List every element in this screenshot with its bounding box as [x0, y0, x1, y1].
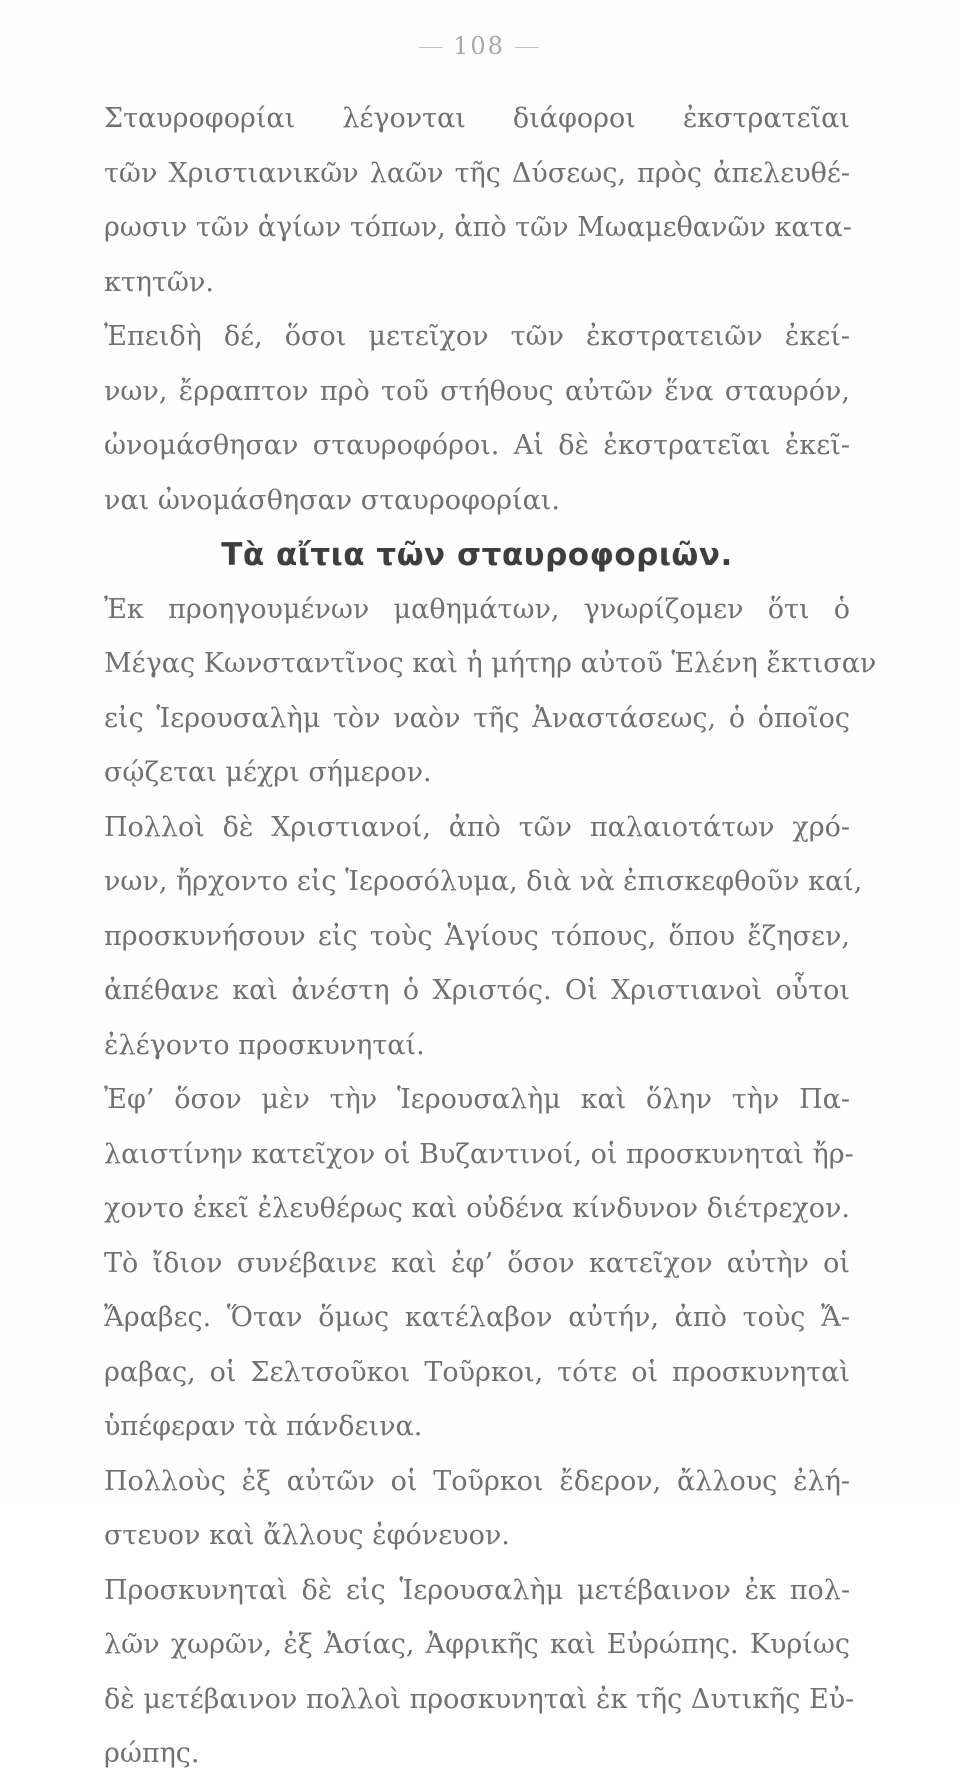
text-line: προσκυνήσουν εἰς τοὺς Ἁγίους τόπους, ὅπου ἔζησεν,: [104, 920, 850, 952]
text-line: νων, ἔρραπτον πρὸ τοῦ στήθους αὐτῶν ἕνα σταυρόν,: [104, 375, 850, 407]
text-line: ρωσιν τῶν ἁγίων τόπων, ἀπὸ τῶν Μωαμεθανῶν κατα-: [104, 212, 852, 243]
text-line: νων, ἤρχοντο εἰς Ἱεροσόλυμα, διὰ νὰ ἐπισκεφθοῦν καί,: [104, 866, 863, 897]
text-line: τῶν Χριστιανικῶν λαῶν τῆς Δύσεως, πρὸς ἀπελευθέ-: [104, 157, 850, 189]
text-line: Μέγας Κωνσταντῖνος καὶ ἡ μήτηρ αὐτοῦ Ἑλένη ἔκτισαν: [104, 648, 877, 679]
text-line: ρώπης.: [104, 1738, 200, 1769]
text-line: Ἐκ προηγουμένων μαθημάτων, γνωρίζομεν ὅτι ὁ: [104, 593, 850, 625]
text-line: λαιστίνην κατεῖχον οἱ Βυζαντινοί, οἱ προσκυνηταὶ ἤρ-: [104, 1138, 854, 1170]
body-text: [104, 92, 877, 1782]
text-line: ὠνομάσθησαν σταυροφόροι. Αἱ δὲ ἐκστρατεῖαι ἐκεῖ-: [104, 430, 850, 461]
text-line: ἀπέθανε καὶ ἀνέστη ὁ Χριστός. Οἱ Χριστιανοὶ οὗτοι: [104, 975, 850, 1006]
text-line: ἐλέγοντο προσκυνηταί.: [104, 1029, 425, 1061]
text-line: Τὸ ἴδιον συνέβαινε καὶ ἐφ’ ὅσον κατεῖχον αὐτὴν οἱ: [104, 1247, 850, 1279]
text-line: ραβας, οἱ Σελτσοῦκοι Τοῦρκοι, τότε οἱ προσκυνηταὶ: [104, 1356, 850, 1388]
text-line: ναι ὠνομάσθησαν σταυροφορίαι.: [104, 484, 560, 516]
page-number: [0, 32, 958, 60]
text-line: ὑπέφεραν τὰ πάνδεινα.: [104, 1411, 423, 1442]
text-line: Προσκυνηταὶ δὲ εἰς Ἱερουσαλὴμ μετέβαινον ἐκ πολ-: [104, 1574, 850, 1606]
text-line: λῶν χωρῶν, ἐξ Ἀσίας, Ἀφρικῆς καὶ Εὐρώπης. Κυρίως: [104, 1629, 850, 1660]
text-line: κτητῶν.: [104, 266, 214, 298]
page-number-rule-left: [419, 47, 443, 48]
text-line: στευον καὶ ἄλλους ἐφόνευον.: [104, 1520, 510, 1551]
text-line: χοντο ἐκεῖ ἐλευθέρως καὶ οὐδένα κίνδυνον διέτρεχον.: [104, 1193, 850, 1224]
text-line: δὲ μετέβαινον πολλοὶ προσκυνηταὶ ἐκ τῆς Δυτικῆς Εὐ-: [104, 1683, 855, 1715]
text-line: εἰς Ἱερουσαλὴμ τὸν ναὸν τῆς Ἀναστάσεως, ὁ ὁποῖος: [104, 702, 850, 734]
text-line: Σταυροφορίαι λέγονται διάφοροι ἐκστρατεῖαι: [104, 103, 850, 134]
page-number-text: 108: [453, 32, 505, 60]
text-line: Ἐπειδὴ δέ, ὅσοι μετεῖχον τῶν ἐκστρατειῶν ἐκεί-: [104, 321, 850, 352]
text-line: σῴζεται μέχρι σήμερον.: [104, 757, 432, 788]
text-line: Ἄραβες. Ὅταν ὅμως κατέλαβον αὐτήν, ἀπὸ τοὺς Ἄ-: [104, 1302, 850, 1333]
text-line: Ἐφ’ ὅσον μὲν τὴν Ἱερουσαλὴμ καὶ ὅλην τὴν Πα-: [104, 1084, 850, 1115]
page-number-rule-right: [515, 47, 539, 48]
text-line: Πολλοὺς ἐξ αὐτῶν οἱ Τοῦρκοι ἔδερον, ἄλλους ἐλή-: [104, 1465, 850, 1497]
section-heading: Τὰ αἴτια τῶν σταυροφοριῶν.: [221, 537, 733, 573]
text-line: Πολλοὶ δὲ Χριστιανοί, ἀπὸ τῶν παλαιοτάτων χρό-: [104, 811, 850, 843]
